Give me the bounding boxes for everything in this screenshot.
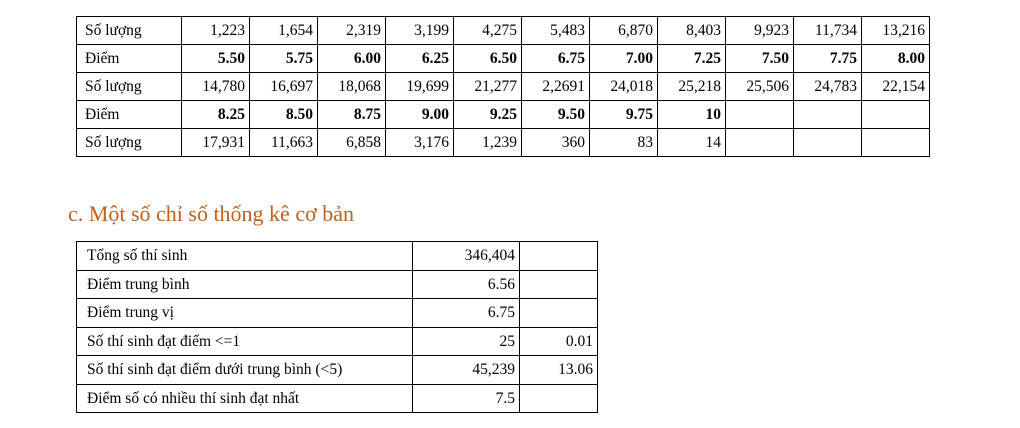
count-cell: 2,2691 [522, 73, 590, 101]
row-label: Số lượng [77, 73, 182, 101]
score-cell: 5.50 [182, 45, 250, 73]
stat-row [77, 270, 598, 299]
statistics-table [76, 241, 598, 413]
score-cell: 7.50 [726, 45, 794, 73]
stat-percent [520, 299, 598, 328]
score-cell: 7.75 [794, 45, 862, 73]
count-cell: 1,223 [182, 17, 250, 45]
row-label: Điểm [77, 101, 182, 129]
count-cell: 1,239 [454, 129, 522, 157]
score-cell [726, 101, 794, 129]
count-cell: 25,506 [726, 73, 794, 101]
stat-value: 25 [413, 327, 520, 356]
score-cell: 8.50 [250, 101, 318, 129]
score-cell: 6.00 [318, 45, 386, 73]
stat-label: Điểm trung vị [77, 299, 413, 328]
count-cell: 25,218 [658, 73, 726, 101]
count-cell [862, 129, 930, 157]
stat-label: Số thí sinh đạt điểm <=1 [77, 327, 413, 356]
count-row [77, 17, 930, 45]
score-cell: 8.75 [318, 101, 386, 129]
stat-percent [520, 242, 598, 271]
stat-row [77, 384, 598, 413]
count-cell: 16,697 [250, 73, 318, 101]
stat-row [77, 327, 598, 356]
count-cell: 9,923 [726, 17, 794, 45]
count-cell: 1,654 [250, 17, 318, 45]
stat-row [77, 242, 598, 271]
count-cell: 17,931 [182, 129, 250, 157]
stat-label: Điểm số có nhiều thí sinh đạt nhất [77, 384, 413, 413]
stat-row [77, 356, 598, 385]
count-cell: 24,018 [590, 73, 658, 101]
count-cell: 21,277 [454, 73, 522, 101]
count-cell: 360 [522, 129, 590, 157]
count-cell: 5,483 [522, 17, 590, 45]
count-cell: 11,734 [794, 17, 862, 45]
score-cell [862, 101, 930, 129]
count-cell: 6,870 [590, 17, 658, 45]
count-cell: 24,783 [794, 73, 862, 101]
score-distribution-table [76, 16, 930, 157]
count-cell: 13,216 [862, 17, 930, 45]
score-cell: 9.25 [454, 101, 522, 129]
count-row [77, 129, 930, 157]
score-cell: 9.50 [522, 101, 590, 129]
count-cell: 2,319 [318, 17, 386, 45]
stat-label: Điểm trung bình [77, 270, 413, 299]
count-cell: 3,176 [386, 129, 454, 157]
score-cell: 8.00 [862, 45, 930, 73]
count-cell: 3,199 [386, 17, 454, 45]
count-cell: 11,663 [250, 129, 318, 157]
count-cell: 14,780 [182, 73, 250, 101]
count-cell [794, 129, 862, 157]
stat-value: 346,404 [413, 242, 520, 271]
stat-row [77, 299, 598, 328]
stat-value: 6.56 [413, 270, 520, 299]
stat-percent: 0.01 [520, 327, 598, 356]
count-cell: 4,275 [454, 17, 522, 45]
score-row [77, 101, 930, 129]
count-cell: 22,154 [862, 73, 930, 101]
count-cell: 8,403 [658, 17, 726, 45]
score-cell: 7.00 [590, 45, 658, 73]
count-cell: 18,068 [318, 73, 386, 101]
stat-value: 6.75 [413, 299, 520, 328]
row-label: Số lượng [77, 129, 182, 157]
stat-percent [520, 384, 598, 413]
score-cell: 10 [658, 101, 726, 129]
section-heading: c. Một số chỉ số thống kê cơ bản [68, 201, 354, 226]
score-row [77, 45, 930, 73]
stat-percent: 13.06 [520, 356, 598, 385]
row-label: Số lượng [77, 17, 182, 45]
row-label: Điểm [77, 45, 182, 73]
score-cell: 6.25 [386, 45, 454, 73]
count-cell: 19,699 [386, 73, 454, 101]
score-cell: 5.75 [250, 45, 318, 73]
count-cell: 6,858 [318, 129, 386, 157]
count-cell: 83 [590, 129, 658, 157]
score-cell: 7.25 [658, 45, 726, 73]
stat-value: 7.5 [413, 384, 520, 413]
score-cell: 9.75 [590, 101, 658, 129]
count-cell: 14 [658, 129, 726, 157]
stat-percent [520, 270, 598, 299]
score-cell [794, 101, 862, 129]
score-cell: 9.00 [386, 101, 454, 129]
stat-value: 45,239 [413, 356, 520, 385]
count-cell [726, 129, 794, 157]
score-cell: 6.75 [522, 45, 590, 73]
stat-label: Tổng số thí sinh [77, 242, 413, 271]
stat-label: Số thí sinh đạt điểm dưới trung bình (<5) [77, 356, 413, 385]
score-cell: 8.25 [182, 101, 250, 129]
score-cell: 6.50 [454, 45, 522, 73]
count-row [77, 73, 930, 101]
